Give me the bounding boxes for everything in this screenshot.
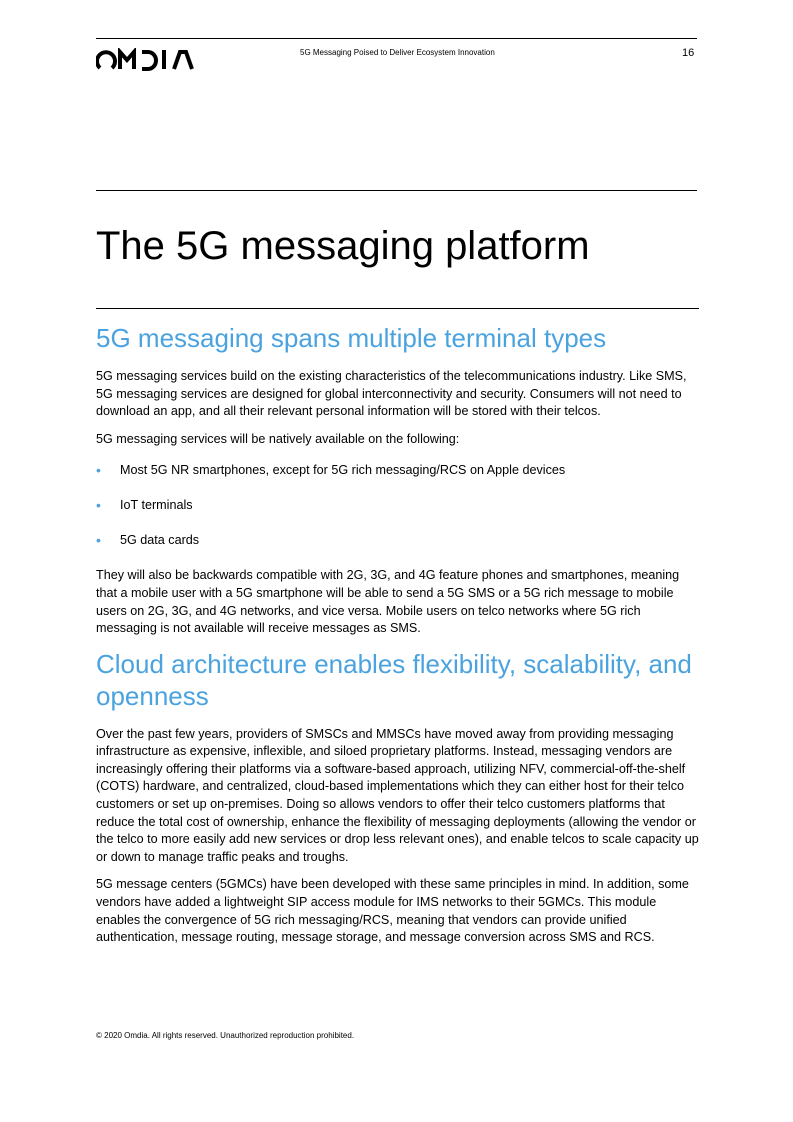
bullet-icon: • [96,532,101,549]
paragraph: They will also be backwards compatible with 2G, 3G, and 4G feature phones and smartphones, meaning that a mobile user with a 5G smartphone will be able to send a 5G SMS or a 5G rich message to mobile users on 2G, 3G, and 4G networks, and vice versa. Mobile users on telco networks where 5G rich messaging is not available will receive messages as SMS. [96,568,680,636]
section-heading-cloud-architecture: Cloud architecture enables flexibility, scalability, and openness [96,648,692,711]
copyright-footer: © 2020 Omdia. All rights reserved. Unauthorized reproduction prohibited. [96,1031,355,1040]
section-rule [96,190,697,191]
bullet-icon: • [96,497,101,514]
omdia-logo [96,48,206,72]
paragraph: 5G message centers (5GMCs) have been developed with these same principles in mind. In addition, some vendors have added a lightweight SIP access module for IMS networks to their 5GMCs. This module enables the convergence of 5G rich messaging/RCS, meaning that vendors can provide unified authentication, message routing, message storage, and message conversion across SMS and RCS. [96,877,689,945]
title-rule [96,308,699,309]
paragraph: Over the past few years, providers of SMSCs and MMSCs have moved away from providing messaging infrastructure as expensive, inflexible, and siloed proprietary platforms. Instead, messaging vendors are increasingly offering their platforms via a software-based approach, utilizing NFV, commercial-off-the-shelf (COTS) hardware, and centralized, cloud-based implementations which they can either host for their telco customers or set up on-premises. Doing so allows vendors to offer their telco customers platforms that reduce the total cost of ownership, enhance the flexibility of messaging deployments (allowing the vendor or the telco to more easily add new services or drop less relevant ones), and enable telcos to scale capacity up or down to manage traffic peaks and troughs. [96,726,699,864]
bullet-icon: • [96,462,101,479]
list-item: • 5G data cards [96,532,200,549]
bullet-list [96,462,700,550]
header-rule [96,38,697,39]
body-content [96,318,700,957]
paragraph: 5G messaging services build on the existing characteristics of the telecommunications industry. Like SMS, 5G messaging services are designed for global interconnectivity and security. Consumers will not need to download an app, and all their relevant personal information will be stored with their telcos. [96,369,687,419]
section-heading-terminal-types: 5G messaging spans multiple terminal types [96,323,607,353]
document-title: 5G Messaging Poised to Deliver Ecosystem Innovation [300,48,495,57]
list-item: • IoT terminals [96,497,193,514]
page-number: 16 [682,47,695,59]
page-title: The 5G messaging platform [96,224,590,268]
list-item: • Most 5G NR smartphones, except for 5G rich messaging/RCS on Apple devices [96,462,566,479]
paragraph: 5G messaging services will be natively available on the following: [96,431,460,446]
